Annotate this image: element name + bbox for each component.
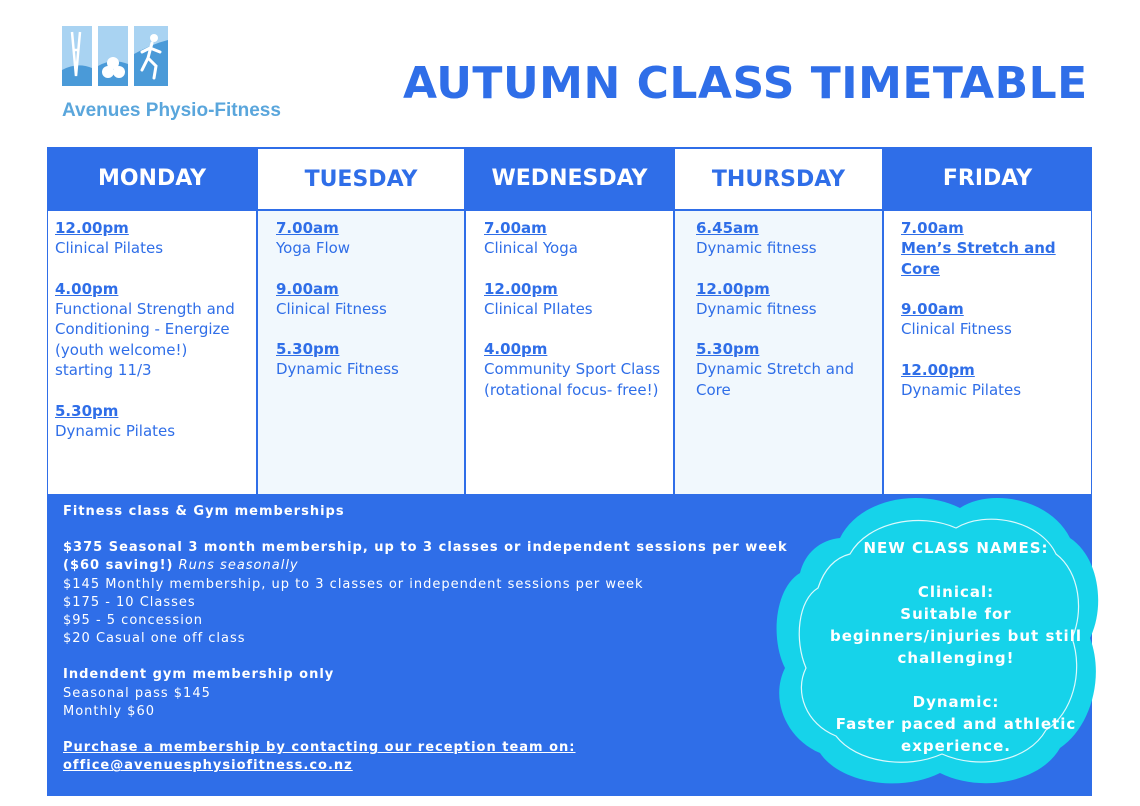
class-time[interactable]: 12.00pm <box>484 279 558 298</box>
class-name: Dynamic Pilates <box>55 421 176 440</box>
class-time[interactable]: 9.00am <box>901 300 964 318</box>
class-entry <box>901 360 1085 401</box>
class-time[interactable]: 5.30pm <box>696 340 760 358</box>
class-time[interactable]: 9.00am <box>276 279 339 298</box>
class-name: Clinical Fitness <box>901 320 1012 338</box>
membership-info <box>63 503 823 775</box>
brand-name: Avenues Physio-Fitness <box>62 100 281 121</box>
class-name: Dynamic Pilates <box>901 380 1022 399</box>
day-classes <box>884 211 1091 494</box>
class-time[interactable]: 4.00pm <box>484 340 548 358</box>
brand-logo <box>60 26 300 126</box>
contact-link[interactable]: Purchase a membership by contacting our reception team on: <box>63 740 576 756</box>
class-entry <box>696 339 876 400</box>
day-header: TUESDAY <box>258 147 464 211</box>
day-header: THURSDAY <box>675 147 882 211</box>
class-name[interactable]: Men’s Stretch and Core <box>901 239 1056 278</box>
day-column-monday <box>47 147 257 494</box>
class-entry <box>55 279 250 381</box>
dynamic-description: Faster paced and athletic experience. <box>835 715 1077 755</box>
class-time[interactable]: 12.00pm <box>55 219 129 237</box>
class-name: Clinical Fitness <box>276 299 387 318</box>
gym-membership-heading: Indendent gym membership only <box>63 667 335 683</box>
class-entry <box>276 218 458 259</box>
class-entry <box>276 339 458 380</box>
day-column-friday <box>883 147 1092 494</box>
class-entry <box>484 279 667 320</box>
dynamic-title: Dynamic: <box>912 693 1000 711</box>
seasonal-membership-text: $375 Seasonal 3 month membership, up to 3 classes or independent sessions per week ($60 saving!) <box>63 540 788 574</box>
logo-icon <box>62 26 168 86</box>
seasonal-note: Runs seasonally <box>178 558 299 574</box>
day-header: MONDAY <box>48 147 256 211</box>
price-line: $20 Casual one off class <box>63 631 246 647</box>
class-time[interactable]: 7.00am <box>484 219 547 237</box>
day-classes <box>466 211 673 494</box>
membership-heading: Fitness class & Gym memberships <box>63 504 345 519</box>
class-entry <box>484 218 667 259</box>
class-time[interactable]: 7.00am <box>901 219 964 237</box>
class-name: Clinical Yoga <box>484 239 578 257</box>
class-entry <box>901 218 1085 279</box>
class-entry <box>901 299 1085 340</box>
class-time[interactable]: 12.00pm <box>696 279 770 298</box>
class-time[interactable]: 12.00pm <box>901 360 975 379</box>
class-name: Dynamic Fitness <box>276 360 399 378</box>
cloud-heading: NEW CLASS NAMES: <box>863 539 1049 557</box>
class-name: Dynamic fitness <box>696 239 817 257</box>
class-entry <box>696 218 876 259</box>
class-name: Functional Strength and Conditioning - Energize (youth welcome!) starting 11/3 <box>55 299 235 379</box>
day-column-thursday <box>674 147 883 494</box>
price-line: $95 - 5 concession <box>63 613 204 629</box>
day-column-wednesday <box>465 147 674 494</box>
day-header: WEDNESDAY <box>466 147 673 211</box>
class-timetable <box>47 147 1092 494</box>
day-header: FRIDAY <box>884 147 1091 211</box>
class-time[interactable]: 6.45am <box>696 219 759 237</box>
clinical-description: Suitable for beginners/injuries but still challenging! <box>830 605 1082 667</box>
class-time[interactable]: 5.30pm <box>276 340 340 358</box>
day-classes <box>258 211 464 494</box>
class-entry <box>484 339 667 400</box>
price-line: $145 Monthly membership, up to 3 classes or independent sessions per week <box>63 576 644 592</box>
class-name: Clinical PIlates <box>484 299 593 318</box>
price-line: $175 - 10 Classes <box>63 594 196 610</box>
gym-price-line: Monthly $60 <box>63 703 155 719</box>
day-classes <box>48 211 256 494</box>
class-entry <box>276 279 458 320</box>
gym-price-line: Seasonal pass $145 <box>63 685 211 701</box>
class-name: Dynamic fitness <box>696 299 817 318</box>
cloud-text <box>818 537 1094 757</box>
seasonal-membership <box>63 539 823 575</box>
clinical-title: Clinical: <box>917 583 995 601</box>
class-name: Yoga Flow <box>276 239 351 257</box>
class-name: Clinical Pilates <box>55 239 164 257</box>
class-time[interactable]: 7.00am <box>276 219 339 237</box>
page-title: AUTUMN CLASS TIMETABLE <box>403 58 1088 109</box>
class-name: Dynamic Stretch and Core <box>696 360 855 399</box>
day-classes <box>675 211 882 494</box>
contact-email-link[interactable]: office@avenuesphysiofitness.co.nz <box>63 758 353 774</box>
day-column-tuesday <box>257 147 465 494</box>
class-time[interactable]: 5.30pm <box>55 401 119 420</box>
class-name: Community Sport Class (rotational focus- free!) <box>484 360 661 399</box>
class-entry <box>696 279 876 320</box>
class-entry <box>55 218 250 259</box>
class-entry <box>55 401 250 442</box>
class-time[interactable]: 4.00pm <box>55 279 119 298</box>
